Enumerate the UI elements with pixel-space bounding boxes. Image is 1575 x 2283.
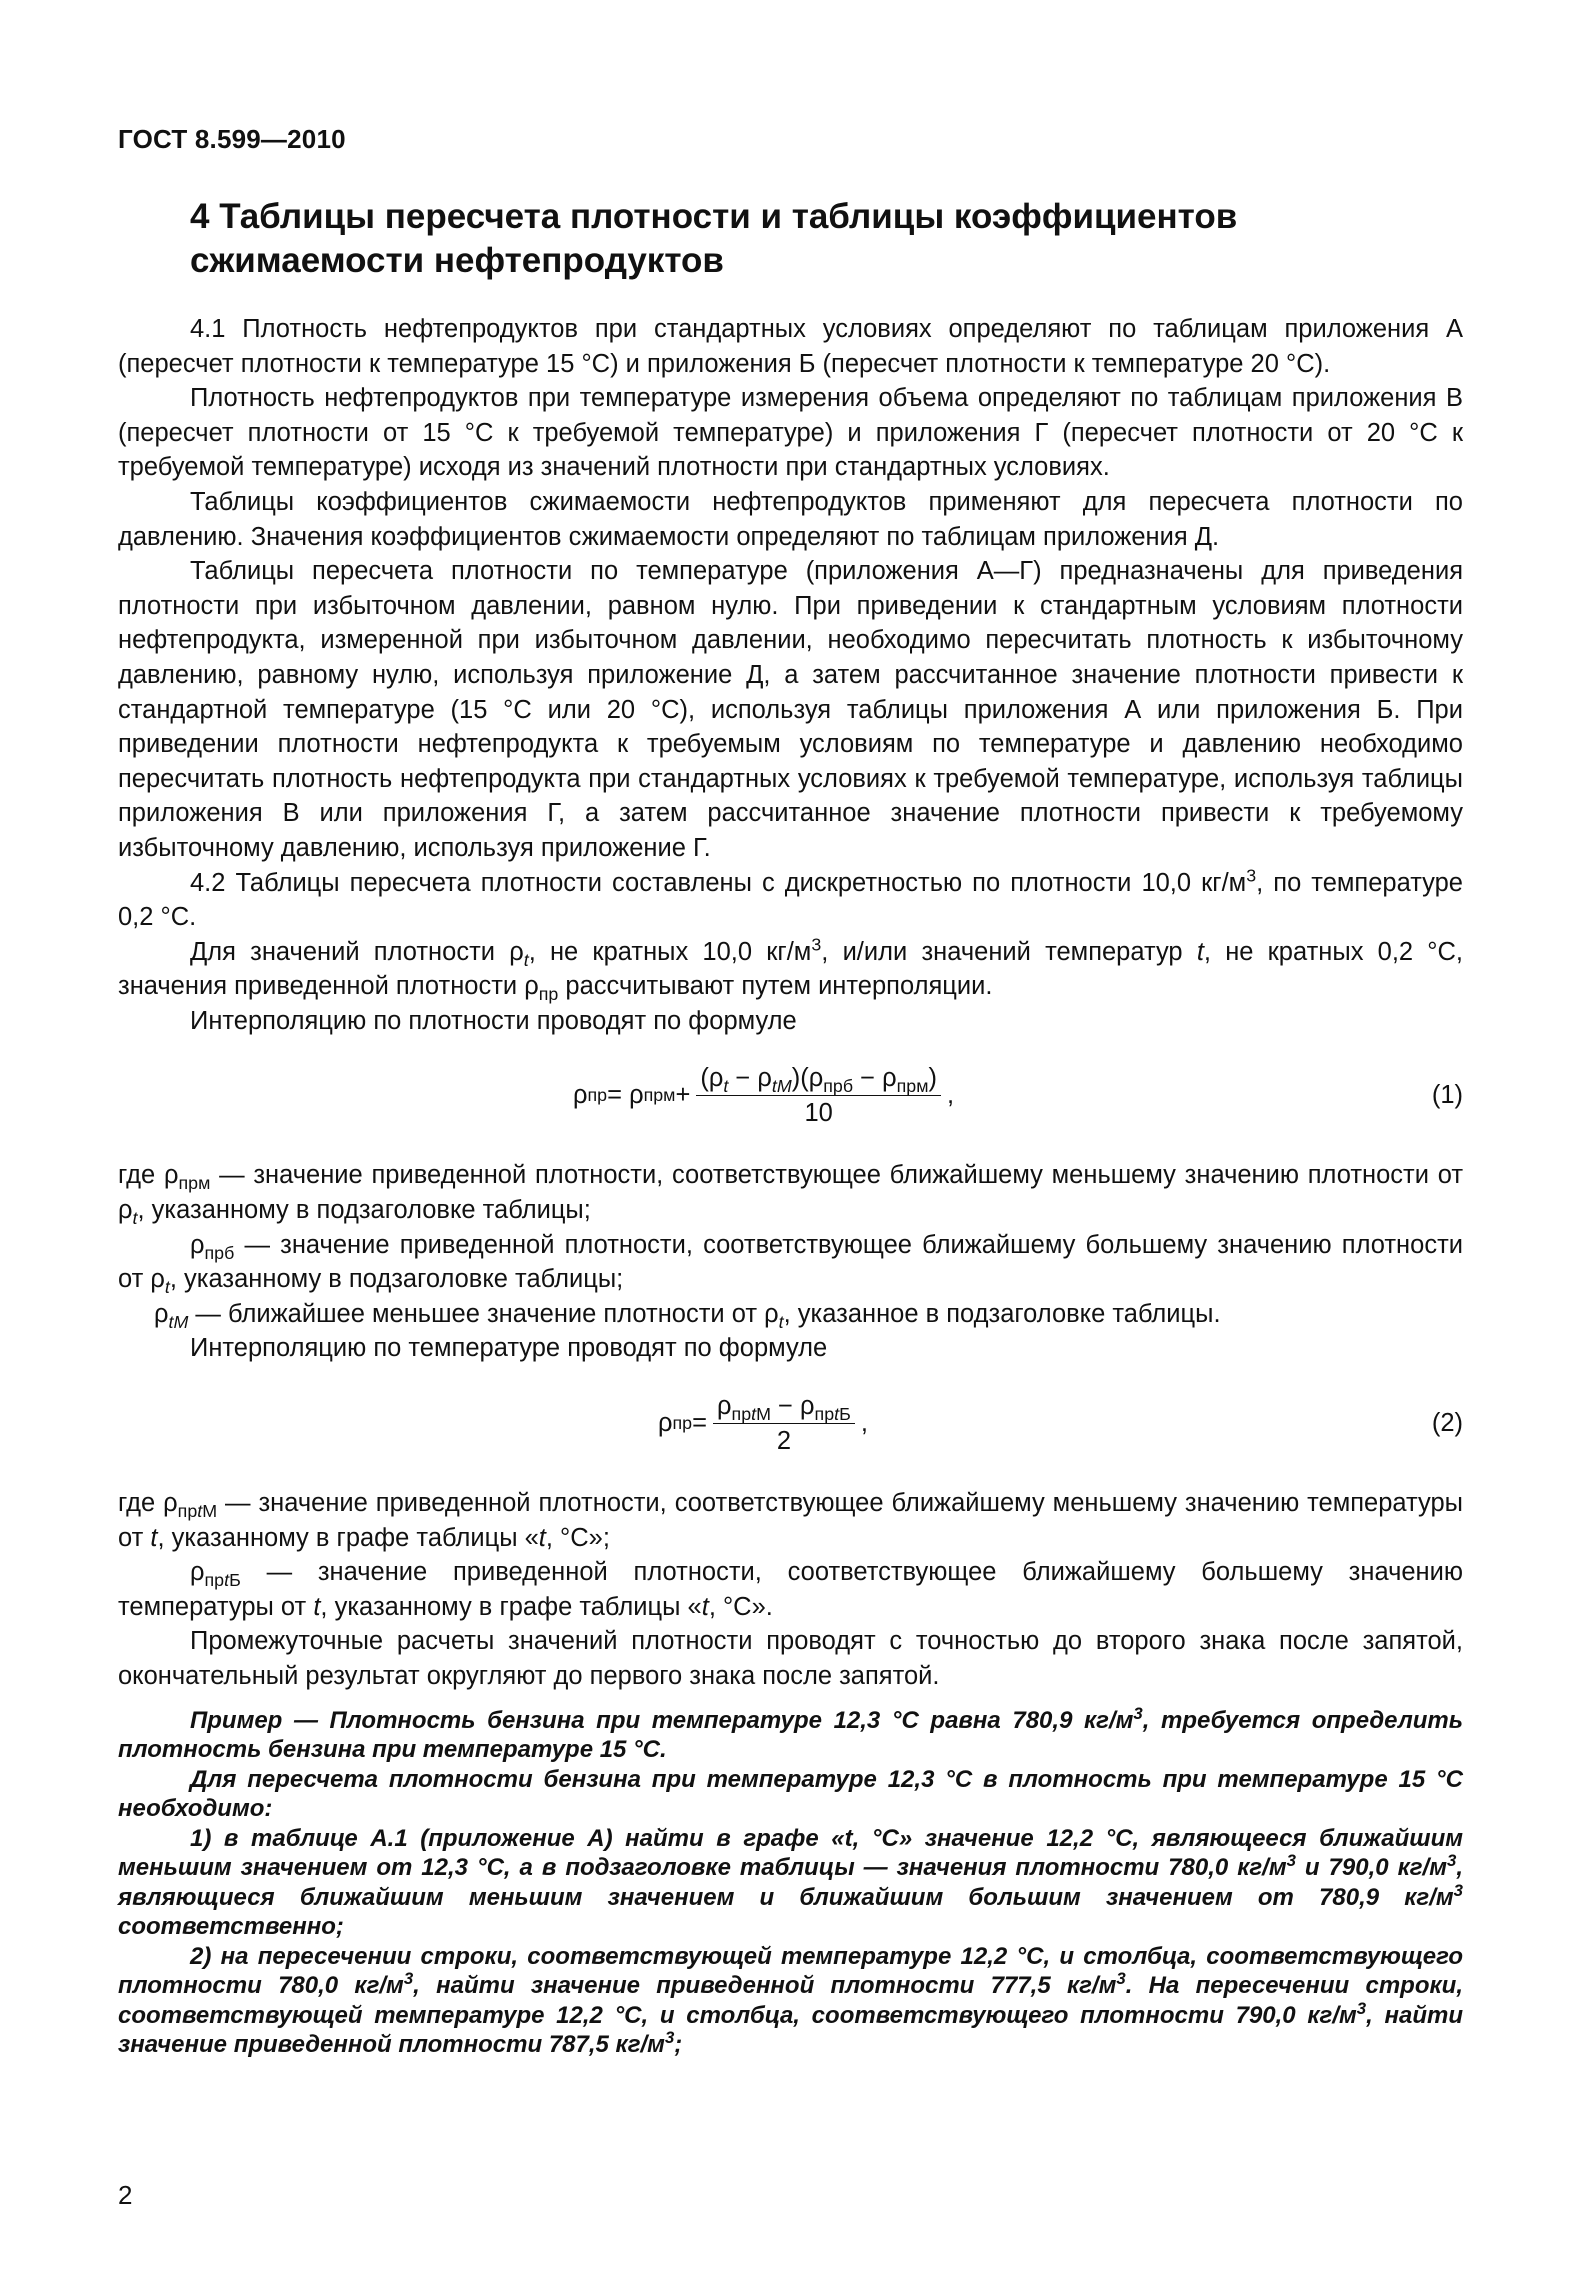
document-header: ГОСТ 8.599—2010	[118, 124, 346, 154]
formula-2	[118, 1384, 1463, 1462]
page-number: 2	[118, 2180, 133, 2210]
where-item: $\rho_{tМ}$ — ближайшее меньшее значение плотности от $\rho_t$, указанное в подзаголовке таблицы.	[154, 1299, 1221, 1332]
example-paragraph: Пример — Плотность бензина при температуре 12,3 °С равна 780,9 $кг/м^3$, требуется определить плотность бензина при температуре 15 °С.	[118, 1703, 1463, 1764]
section-title: 4 Таблицы пересчета плотности и таблицы коэффициентов сжимаемости нефтепродуктов	[190, 197, 1238, 280]
paragraph: Таблицы пересчета плотности по температуре (приложения А—Г) предназначены для приведения плотности при избыточном давлении, равном нулю. При приведении к стандартным условиям плотности нефтепродукта, измеренной при избыточном давлении, необходимо пересчитать плотность к избыточному давлению, равному нулю, используя приложение Д, а затем рассчитанное значение плотности привести к стандартной температуре (15 °С или 20 °С), используя таблицы приложения А или приложения Б. При приведении плотности нефтепродукта к требуемым условиям по температуре и давлению необходимо пересчитать плотность нефтепродукта при стандартных условиях к требуемой температуре, используя таблицы приложения В или приложения Г, а затем рассчитанное значение плотности привести к требуемому избыточному давлению, используя приложение Г.	[118, 557, 1463, 862]
where-item: $\rho_{прtБ}$ — значение приведенной плотности, соответствующее ближайшему большему значению температуры от t, указанному в графе таблицы «t, °С».	[118, 1558, 1463, 1621]
paragraph: Для значений плотности $\rho_t$, не кратных 10,0 $кг/м^3$, и/или значений температур t, не кратных 0,2 °С, значения приведенной плотности $\rho_{пр}$ рассчитывают путем интерполяции.	[118, 934, 1463, 1005]
formula-2-number: (2)	[1431, 1409, 1463, 1438]
document-body	[118, 312, 1463, 2060]
formula-1-fraction: $\frac{(\rho_t - \rho_{tМ})(\rho_{прб} - \rho_{прм})}{10}$	[696, 1063, 941, 1128]
formula-1	[118, 1056, 1463, 1134]
paragraph: Интерполяцию по плотности проводят по формуле	[190, 1006, 797, 1035]
paragraph: Плотность нефтепродуктов при температуре измерения объема определяют по таблицам приложения В (пересчет плотности от 15 °С к требуемой температуре) и приложения Г (пересчет плотности от 20 °С к требуемой температуре) исходя из значений плотности при стандартных условиях.	[118, 384, 1463, 482]
example-block	[118, 1703, 1463, 2060]
formula-2-fraction: $\frac{\rho_{прtМ} - \rho_{прtБ}}{2}$	[713, 1391, 855, 1456]
formula-1-number: (1)	[1431, 1081, 1463, 1110]
example-paragraph: Для пересчета плотности бензина при температуре 12,3 °С в плотность при температуре 15 °С необходимо:	[118, 1765, 1463, 1823]
where-item: $\rho_{прб}$ — значение приведенной плотности, соответствующее ближайшему большему значению плотности от $\rho_t$, указанному в подзаголовке таблицы;	[118, 1230, 1463, 1298]
paragraph-4-1: 4.1 Плотность нефтепродуктов при стандартных условиях определяют по таблицам приложения А (пересчет плотности к температуре 15 °С) и приложения Б (пересчет плотности к температуре 20 °С).	[118, 315, 1463, 378]
formula-1-expression: ρ пр = ρ прм + $\frac{(\rho_t - \rho_{tМ})(\rho_{прб} - \rho_{прм})}{10}$ ,	[573, 1063, 955, 1127]
paragraph-4-2: 4.2 Таблицы пересчета плотности составлены с дискретностью по плотности 10,0 $кг/м^3$, по температуре 0,2 °С.	[118, 865, 1463, 932]
where-item: где $\rho_{прм}$ — значение приведенной плотности, соответствующее ближайшему меньшему значению плотности от $\rho_t$, указанному в подзаголовке таблицы;	[118, 1161, 1464, 1229]
where-item: где $\rho_{прtМ}$ — значение приведенной плотности, соответствующее ближайшему меньшему значению температуры от t, указанному в графе таблицы «t, °С»;	[118, 1489, 1463, 1552]
formula-2-expression: ρ пр = $\frac{\rho_{прtМ} - \rho_{прtБ}}{2}$ ,	[658, 1391, 868, 1455]
paragraph: Таблицы коэффициентов сжимаемости нефтепродуктов применяют для пересчета плотности по давлению. Значения коэффициентов сжимаемости определяют по таблицам приложения Д.	[118, 487, 1463, 551]
example-step-1: 1) в таблице А.1 (приложение А) найти в графе «t, °С» значение 12,2 °С, являющееся ближайшим меньшим значением от 12,3 °С, а в подзаголовке таблицы — значения плотности 780,0 $кг/м^3$ и 790,0 $кг/м^3$, являющиеся ближайшим меньшим значением и ближайшим большим значением от 780,9 $кг/м^3$ соответственно;	[118, 1824, 1463, 1941]
paragraph: Интерполяцию по температуре проводят по формуле	[190, 1334, 828, 1363]
example-step-2: 2) на пересечении строки, соответствующей температуре 12,2 °С, и столбца, соответствующего плотности 780,0 $кг/м^3$, найти значение приведенной плотности 777,5 $кг/м^3$. На пересечении строки, соответствующей температуре 12,2 °С, и столбца, соответствующего плотности 790,0 $кг/м^3$, найти значение приведенной плотности 787,5 $кг/м^3$;	[118, 1942, 1463, 2059]
paragraph: Промежуточные расчеты значений плотности проводят с точностью до второго знака после запятой, окончательный результат округляют до первого знака после запятой.	[118, 1627, 1463, 1690]
